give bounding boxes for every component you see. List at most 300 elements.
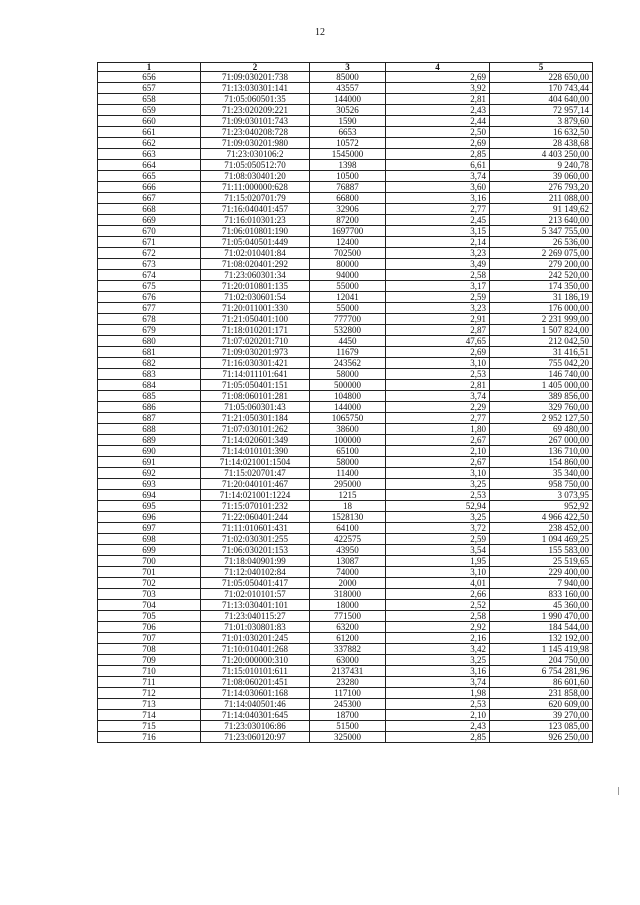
table-cell: 1528130 [310,512,386,523]
table-cell: 2,81 [386,380,490,391]
table-cell: 94000 [310,270,386,281]
table-cell: 104800 [310,391,386,402]
table-row [98,215,593,226]
table-cell: 3,10 [386,567,490,578]
table-cell: 659 [98,105,201,116]
table-cell: 63200 [310,622,386,633]
table-cell: 71:05:050512:70 [201,160,310,171]
table-cell: 71:07:030101:262 [201,424,310,435]
table-cell: 245300 [310,699,386,710]
table-cell: 707 [98,633,201,644]
table-cell: 318000 [310,589,386,600]
table-row [98,567,593,578]
table-cell: 1 094 469,25 [490,534,593,545]
table-row [98,402,593,413]
table-cell: 71:01:030801:83 [201,622,310,633]
table-row [98,248,593,259]
table-cell: 702500 [310,248,386,259]
table-cell: 703 [98,589,201,600]
table-row [98,358,593,369]
table-cell: 71:16:030301:421 [201,358,310,369]
table-cell: 71:09:030201:973 [201,347,310,358]
table-cell: 701 [98,567,201,578]
table-row [98,391,593,402]
table-cell: 2,53 [386,369,490,380]
table-cell: 389 856,00 [490,391,593,402]
table-cell: 4 403 250,00 [490,149,593,160]
table-cell: 716 [98,732,201,743]
table-cell: 58000 [310,457,386,468]
table-cell: 71:09:030201:738 [201,72,310,83]
table-cell: 11679 [310,347,386,358]
table-cell: 663 [98,149,201,160]
table-cell: 710 [98,666,201,677]
table-cell: 1590 [310,116,386,127]
table-cell: 71:23:020209:221 [201,105,310,116]
table-cell: 55000 [310,303,386,314]
table-cell: 2,59 [386,534,490,545]
table-row [98,545,593,556]
table-cell: 2,87 [386,325,490,336]
table-cell: 71:11:010601:431 [201,523,310,534]
table-cell: 670 [98,226,201,237]
table-cell: 4450 [310,336,386,347]
table-row [98,292,593,303]
table-cell: 18000 [310,600,386,611]
table-cell: 6653 [310,127,386,138]
table-cell: 71:12:040102:84 [201,567,310,578]
table-cell: 4 966 422,50 [490,512,593,523]
table-cell: 71:14:040501:46 [201,699,310,710]
table-cell: 674 [98,270,201,281]
table-cell: 2,59 [386,292,490,303]
table-cell: 662 [98,138,201,149]
table-cell: 71:14:020601:349 [201,435,310,446]
table-cell: 74000 [310,567,386,578]
table-cell: 3,25 [386,655,490,666]
table-cell: 39 270,00 [490,710,593,721]
table-cell: 71:23:060301:34 [201,270,310,281]
table-cell: 2,58 [386,270,490,281]
table-cell: 3,49 [386,259,490,270]
table-cell: 1 990 470,00 [490,611,593,622]
table-cell: 71:05:050401:417 [201,578,310,589]
table-cell: 667 [98,193,201,204]
table-cell: 71:05:040501:449 [201,237,310,248]
table-cell: 699 [98,545,201,556]
table-row [98,556,593,567]
table-cell: 3,92 [386,83,490,94]
table-cell: 691 [98,457,201,468]
table-cell: 325000 [310,732,386,743]
table-cell: 45 360,00 [490,600,593,611]
table-cell: 23280 [310,677,386,688]
table-cell: 71:22:060401:244 [201,512,310,523]
table-cell: 71:23:060120:97 [201,732,310,743]
table-cell: 664 [98,160,201,171]
table-cell: 58000 [310,369,386,380]
table-row [98,611,593,622]
table-cell: 3,16 [386,666,490,677]
table-cell: 2,43 [386,105,490,116]
table-row [98,446,593,457]
page-number: 12 [315,27,325,38]
table-cell: 87200 [310,215,386,226]
table-cell: 71:23:040115:27 [201,611,310,622]
table-row [98,435,593,446]
header-cell: 3 [310,63,386,72]
table-cell: 47,65 [386,336,490,347]
table-cell: 25 519,65 [490,556,593,567]
table-cell: 679 [98,325,201,336]
table-row [98,182,593,193]
table-cell: 204 750,00 [490,655,593,666]
table-cell: 658 [98,94,201,105]
table-cell: 683 [98,369,201,380]
table-cell: 76887 [310,182,386,193]
table-cell: 688 [98,424,201,435]
table-cell: 100000 [310,435,386,446]
table-row [98,479,593,490]
table-cell: 71:08:020401:292 [201,259,310,270]
table-cell: 3 879,60 [490,116,593,127]
table-cell: 13087 [310,556,386,567]
table-cell: 4,01 [386,578,490,589]
table-cell: 55000 [310,281,386,292]
table-row [98,149,593,160]
table-cell: 3,60 [386,182,490,193]
table-cell: 673 [98,259,201,270]
header-cell: 1 [98,63,201,72]
table-cell: 213 640,00 [490,215,593,226]
table-cell: 71:08:060201:451 [201,677,310,688]
table-cell: 3,23 [386,248,490,259]
table-cell: 3,25 [386,512,490,523]
table-row [98,127,593,138]
table-cell: 657 [98,83,201,94]
table-cell: 18 [310,501,386,512]
table-cell: 2,69 [386,347,490,358]
table-row [98,710,593,721]
table-cell: 231 858,00 [490,688,593,699]
table-cell: 229 400,00 [490,567,593,578]
table-cell: 678 [98,314,201,325]
table-cell: 71:14:021001:1504 [201,457,310,468]
table-cell: 675 [98,281,201,292]
table-cell: 2,67 [386,435,490,446]
table-cell: 656 [98,72,201,83]
table-cell: 1065750 [310,413,386,424]
table-cell: 243562 [310,358,386,369]
table-row [98,325,593,336]
table-cell: 2,44 [386,116,490,127]
table-cell: 3,16 [386,193,490,204]
table-cell: 117100 [310,688,386,699]
table-cell: 71:01:030201:245 [201,633,310,644]
table-cell: 669 [98,215,201,226]
table-cell: 1 405 000,00 [490,380,593,391]
table-cell: 690 [98,446,201,457]
table-cell: 2137431 [310,666,386,677]
table-row [98,314,593,325]
table-cell: 755 042,20 [490,358,593,369]
table-row [98,116,593,127]
table-cell: 2 269 075,00 [490,248,593,259]
table-cell: 709 [98,655,201,666]
table-cell: 714 [98,710,201,721]
table-cell: 267 000,00 [490,435,593,446]
table-cell: 686 [98,402,201,413]
table-cell: 665 [98,171,201,182]
table-cell: 71:14:010101:390 [201,446,310,457]
table-cell: 228 650,00 [490,72,593,83]
table-cell: 71:08:030401:20 [201,171,310,182]
table-cell: 16 632,50 [490,127,593,138]
table-cell: 63000 [310,655,386,666]
table-row [98,578,593,589]
table-row [98,369,593,380]
table-cell: 184 544,00 [490,622,593,633]
table-cell: 2,50 [386,127,490,138]
table-cell: 211 088,00 [490,193,593,204]
table-cell: 693 [98,479,201,490]
table-cell: 2,81 [386,94,490,105]
table-cell: 39 060,00 [490,171,593,182]
table-cell: 28 438,68 [490,138,593,149]
table-cell: 146 740,00 [490,369,593,380]
table-cell: 6 754 281,96 [490,666,593,677]
table-cell: 32906 [310,204,386,215]
table-cell: 3,15 [386,226,490,237]
table-row [98,600,593,611]
table-cell: 3,23 [386,303,490,314]
table-cell: 26 536,00 [490,237,593,248]
table-cell: 2,58 [386,611,490,622]
table-cell: 3 073,95 [490,490,593,501]
table-cell: 71:20:011001:330 [201,303,310,314]
table-cell: 2,85 [386,149,490,160]
table-cell: 86 601,60 [490,677,593,688]
table-cell: 144000 [310,94,386,105]
table-cell: 2000 [310,578,386,589]
table-cell: 2,16 [386,633,490,644]
table-cell: 136 710,00 [490,446,593,457]
cadastral-value-table [97,62,593,743]
table-cell: 687 [98,413,201,424]
table-row [98,732,593,743]
table-cell: 684 [98,380,201,391]
table-cell: 61200 [310,633,386,644]
table-cell: 43950 [310,545,386,556]
table-cell: 71:11:000000:628 [201,182,310,193]
table-cell: 404 640,00 [490,94,593,105]
table-cell: 1,95 [386,556,490,567]
scan-mark [618,787,619,795]
header-cell: 4 [386,63,490,72]
table-cell: 123 085,00 [490,721,593,732]
table-cell: 689 [98,435,201,446]
table-cell: 85000 [310,72,386,83]
table-cell: 72 957,14 [490,105,593,116]
table-cell: 1398 [310,160,386,171]
table-cell: 71:05:060301:43 [201,402,310,413]
table-cell: 71:02:010101:57 [201,589,310,600]
header-row [98,63,593,72]
table-cell: 3,17 [386,281,490,292]
table-row [98,347,593,358]
table-row [98,490,593,501]
table-cell: 1697700 [310,226,386,237]
table-cell: 242 520,00 [490,270,593,281]
table-cell: 3,42 [386,644,490,655]
table-row [98,655,593,666]
table-row [98,237,593,248]
table-cell: 337882 [310,644,386,655]
table-cell: 71:13:030301:141 [201,83,310,94]
table-cell: 3,10 [386,468,490,479]
table-cell: 2,53 [386,699,490,710]
table-row [98,677,593,688]
table-cell: 52,94 [386,501,490,512]
table-cell: 9 240,78 [490,160,593,171]
table-cell: 833 160,00 [490,589,593,600]
table-cell: 700 [98,556,201,567]
table-cell: 35 340,00 [490,468,593,479]
table-cell: 705 [98,611,201,622]
table-cell: 2 952 127,50 [490,413,593,424]
table-cell: 3,72 [386,523,490,534]
table-cell: 695 [98,501,201,512]
table-cell: 5 347 755,00 [490,226,593,237]
table-cell: 952,92 [490,501,593,512]
table-cell: 238 452,00 [490,523,593,534]
table-cell: 144000 [310,402,386,413]
table-cell: 696 [98,512,201,523]
table-cell: 71:15:020701:47 [201,468,310,479]
table-cell: 71:02:010401:84 [201,248,310,259]
table-cell: 958 750,00 [490,479,593,490]
table-cell: 71:14:021001:1224 [201,490,310,501]
table-cell: 677 [98,303,201,314]
table-cell: 1215 [310,490,386,501]
table-cell: 666 [98,182,201,193]
table-row [98,523,593,534]
table-cell: 91 149,62 [490,204,593,215]
table-cell: 1 145 419,98 [490,644,593,655]
table-cell: 71:23:030106:2 [201,149,310,160]
table-cell: 71:10:010401:268 [201,644,310,655]
table-row [98,270,593,281]
table-cell: 668 [98,204,201,215]
table-cell: 71:20:010801:135 [201,281,310,292]
table-cell: 3,74 [386,677,490,688]
table-cell: 71:14:011101:641 [201,369,310,380]
table-cell: 71:18:010201:171 [201,325,310,336]
table-cell: 2,69 [386,72,490,83]
table-cell: 71:20:040101:467 [201,479,310,490]
table-cell: 71:02:030301:255 [201,534,310,545]
table-row [98,94,593,105]
table-cell: 926 250,00 [490,732,593,743]
table-cell: 80000 [310,259,386,270]
table-cell: 692 [98,468,201,479]
table-cell: 132 192,00 [490,633,593,644]
table-cell: 2,14 [386,237,490,248]
table-row [98,105,593,116]
table-cell: 2,92 [386,622,490,633]
table-cell: 672 [98,248,201,259]
table-cell: 11400 [310,468,386,479]
table-cell: 2,53 [386,490,490,501]
table-cell: 65100 [310,446,386,457]
table-cell: 71:15:010101:611 [201,666,310,677]
table-cell: 71:05:060501:35 [201,94,310,105]
table-cell: 30526 [310,105,386,116]
table-row [98,534,593,545]
table-cell: 712 [98,688,201,699]
table-cell: 2,77 [386,204,490,215]
table-cell: 620 609,00 [490,699,593,710]
table-cell: 676 [98,292,201,303]
table-row [98,336,593,347]
table-cell: 6,61 [386,160,490,171]
table-cell: 71:15:070101:232 [201,501,310,512]
table-cell: 532800 [310,325,386,336]
table-row [98,644,593,655]
table-cell: 3,25 [386,479,490,490]
table-cell: 276 793,20 [490,182,593,193]
table-cell: 2,45 [386,215,490,226]
table-cell: 1,98 [386,688,490,699]
table-cell: 422575 [310,534,386,545]
table-row [98,721,593,732]
table-cell: 71:15:020701:79 [201,193,310,204]
table-cell: 685 [98,391,201,402]
table-cell: 154 860,00 [490,457,593,468]
table-cell: 10572 [310,138,386,149]
table-row [98,622,593,633]
table-cell: 71:18:040901:99 [201,556,310,567]
table-cell: 2,10 [386,446,490,457]
table-cell: 3,54 [386,545,490,556]
table-cell: 2,91 [386,314,490,325]
table-row [98,160,593,171]
table-cell: 71:21:050301:184 [201,413,310,424]
table-cell: 702 [98,578,201,589]
table-cell: 71:02:030601:54 [201,292,310,303]
table-cell: 31 416,51 [490,347,593,358]
table-cell: 174 350,00 [490,281,593,292]
table-cell: 279 200,00 [490,259,593,270]
table-cell: 1,80 [386,424,490,435]
table-cell: 713 [98,699,201,710]
table-cell: 7 940,00 [490,578,593,589]
table-cell: 12400 [310,237,386,248]
table-cell: 71:23:030106:86 [201,721,310,732]
table-row [98,226,593,237]
table-cell: 715 [98,721,201,732]
table-cell: 711 [98,677,201,688]
table-cell: 3,74 [386,171,490,182]
table-cell: 71:07:020201:710 [201,336,310,347]
table-cell: 500000 [310,380,386,391]
table-cell: 71:08:060101:281 [201,391,310,402]
table-cell: 2,10 [386,710,490,721]
table-cell: 51500 [310,721,386,732]
table-cell: 3,10 [386,358,490,369]
table-cell: 71:06:030201:153 [201,545,310,556]
table-cell: 295000 [310,479,386,490]
